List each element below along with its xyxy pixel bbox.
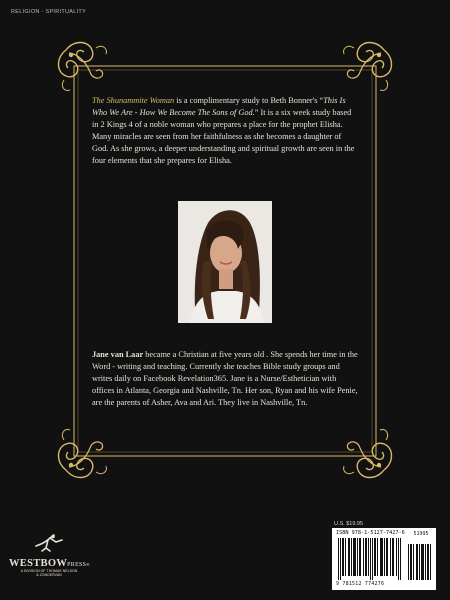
description-text-2: ” It is a six week study based in 2 Kings 4 of a noble woman who prepares a place for the prophet Elisha. Many miracles are seen from her faithfulness as she becomes a daughter of God. As she grows, a deeper understanding and spiritual growth are seen in the four elements that she prepares for Elisha.	[92, 108, 355, 165]
author-bio-text: became a Christian at five years old . She spends her time in the Word - writing and teaching. Currently she teaches Bible study groups and writes daily on Facebook Revelation365. Jane is a Nurse/Esthetician with offices in Atlanta, Georgia and Nashville, Tn. Her son, Ryan and his wife Penie, are the parents of Asher, Ava and Ari. They live in Nashville, Tn.	[92, 350, 358, 407]
archer-figure-icon	[34, 534, 64, 552]
author-bio	[92, 349, 358, 409]
description-text-1: is a complimentary study to Beth Bonner's “	[174, 96, 324, 105]
author-name: Jane van Laar	[92, 350, 144, 359]
publisher-tagline-1: A DIVISION OF THOMAS NELSON	[20, 569, 78, 573]
barcode-addon-number: 51995	[413, 531, 429, 537]
isbn-label: ISBN 978-1-5127-7427-6	[336, 530, 405, 536]
book-title: The Shunammite Woman	[92, 96, 175, 105]
author-photo	[178, 201, 272, 323]
frame-corner-bottom-left	[59, 430, 107, 478]
publisher-name: WESTBOWPRESS®	[9, 558, 90, 569]
publisher-tagline-2: & ZONDERVAN	[36, 573, 62, 577]
publisher-logo	[9, 534, 89, 577]
book-description	[92, 95, 358, 167]
referenced-book-title: This Is Who We Are - How We Become The Sons of God.	[92, 96, 346, 117]
frame-corner-bottom-right	[344, 430, 392, 478]
barcode-bars	[336, 538, 434, 582]
barcode-main-number: 9 781512 774276	[336, 581, 385, 587]
isbn-barcode	[332, 528, 436, 590]
price-label: U.S. $19.95	[334, 521, 364, 527]
category-label: RELIGION - SPIRITUALITY	[11, 9, 87, 15]
